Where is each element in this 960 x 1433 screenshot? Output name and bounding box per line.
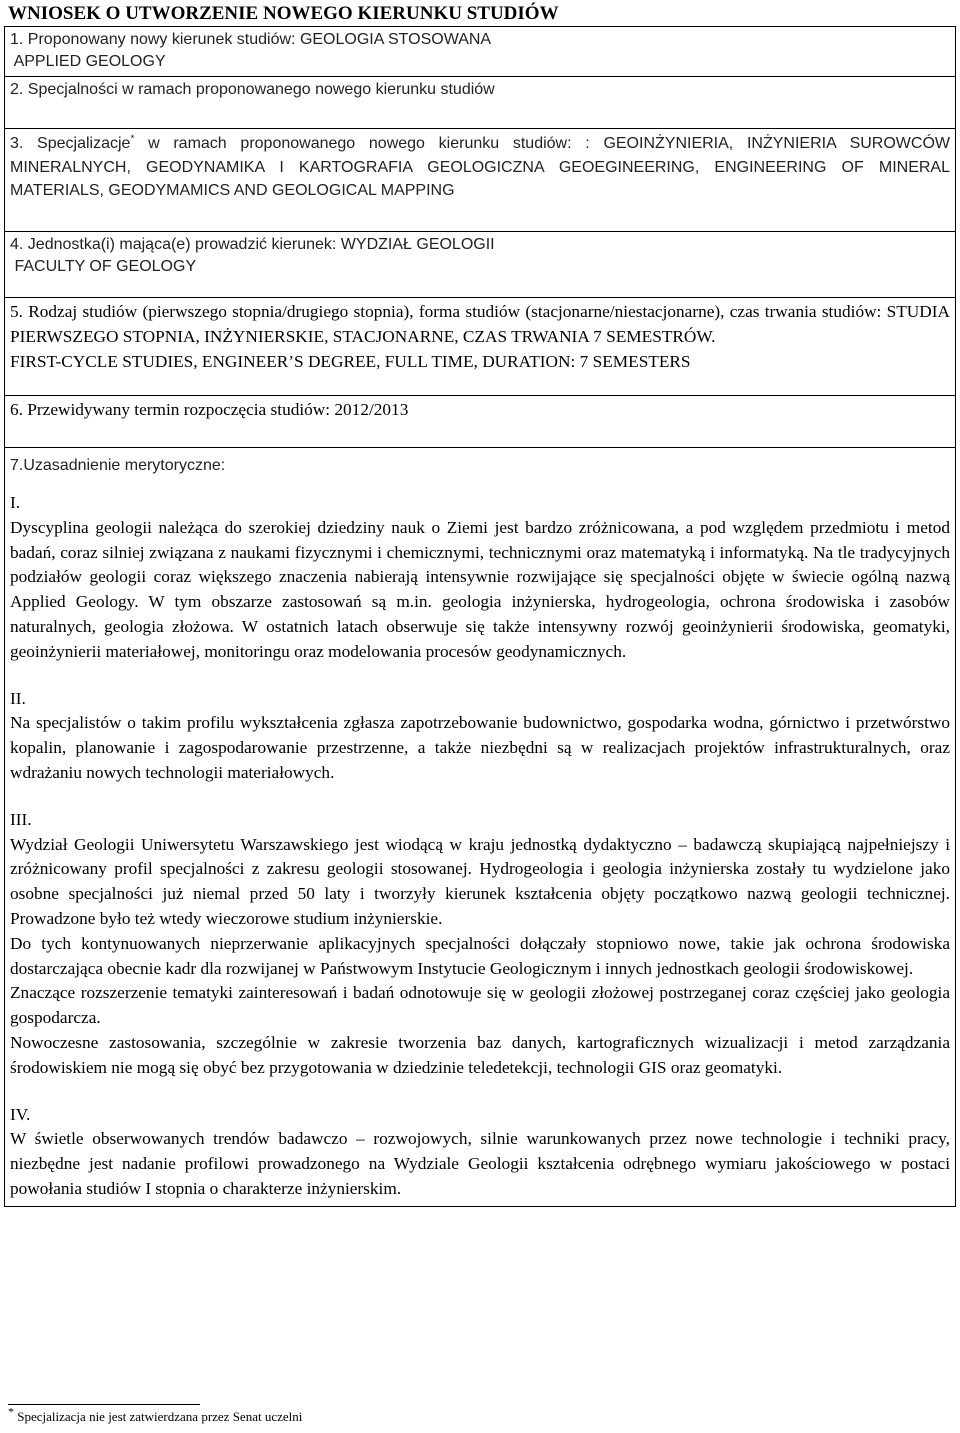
item-5-text: 5. Rodzaj studiów (pierwszego stopnia/drugiego stopnia), forma studiów (stacjonarne/niestacjonarne), czas trwania studiów: STUDIA PIERWSZEGO STOPNIA, INŻYNIERSKIE, STACJONARNE, CZAS TRWANIA 7 SEMESTRÓW. <box>10 302 950 346</box>
page-title: WNIOSEK O UTWORZENIE NOWEGO KIERUNKU STUDIÓW <box>8 3 559 24</box>
item-6-start-date <box>5 396 955 448</box>
application-form-table <box>4 26 956 1207</box>
item-3-body: w ramach proponowanego nowego kierunku studiów: : GEOINŻYNIERIA, INŻYNIERIA SUROWCÓW MINERALNYCH, GEODYNAMIKA I KARTOGRAFIA GEOLOGICZNA GEOEGINEERING, ENGINEERING OF MINERAL MATERIALS, GEODYMAMICS AND GEOLOGICAL MAPPING <box>10 135 951 199</box>
justification-section-3 <box>10 808 950 1081</box>
item-3-footnote-mark: * <box>130 133 135 145</box>
section-numeral: I. <box>10 493 21 512</box>
item-3-specialisations <box>5 129 955 232</box>
item-1-line-en: APPLIED GEOLOGY <box>10 53 166 70</box>
item-2-line: 2. Specjalności w ramach proponowanego nowego kierunku studiów <box>10 81 495 98</box>
item-3-text <box>10 132 950 203</box>
item-7-heading: 7.Uzasadnienie merytoryczne: <box>10 457 226 474</box>
footnote-mark: * <box>8 1404 14 1419</box>
section-numeral: III. <box>10 809 32 829</box>
section-paragraph: Wydział Geologii Uniwersytetu Warszawskiego jest wiodącą w kraju jednostką dydaktyczno – badawczą skupiającą najpełniejszy i zróżnicowany profil specjalności z zakresu geologii stosowanej. Hydrogeologia i geologia inżynierska zostały tu wydzielone jako osobne specjalności już niemal przed 50 laty i tworzyły kierunek kształcenia objęty początkowo nazwą geologii technicznej. Prowadzone było też wtedy wieczorowe studium inżynierskie. <box>10 834 950 928</box>
item-3-prefix: 3. Specjalizacje <box>10 135 131 152</box>
item-1-proposed-programme <box>5 27 955 77</box>
footnote-divider <box>8 1404 200 1405</box>
section-paragraph: Znaczące rozszerzenie tematyki zainteresowań i badań odnotowuje się w geologii złożowej postrzeganej coraz częściej jako geologia gospodarcza. <box>10 983 950 1028</box>
footnote-text: Specjalizacja nie jest zatwierdzana przez Senat uczelni <box>14 1409 303 1424</box>
justification-section-4 <box>10 1103 950 1202</box>
item-4-line-pl: 4. Jednostka(i) mająca(e) prowadzić kierunek: WYDZIAŁ GEOLOGII <box>10 236 495 253</box>
section-paragraph: Nowoczesne zastosowania, szczególnie w zakresie tworzenia baz danych, kartograficznych wizualizacji i metod zarządzania środowiskiem nie mogą się obyć bez przygotowania w dziedzinie teledetekcji, technologii GIS oraz geomatyki. <box>10 1032 950 1077</box>
section-paragraph: Do tych kontynuowanych nieprzerwanie aplikacyjnych specjalności dołączały stopniowo nowe, takie jak ochrona środowiska dostarczająca obecnie kadr dla rozwijanej w Państwowym Instytucie Geologicznym i innych jednostkach geologii środowiskowej. <box>10 933 950 978</box>
section-paragraph: W świetle obserwowanych trendów badawczo – rozwojowych, silnie warunkowanych przez nowe technologie i techniki pracy, niezbędne jest nadanie profilowi prowadzonego na Wydziale Geologii kształcenia odrębnego wymiaru jakościowego w postaci powołania studiów I stopnia o charakterze inżynierskim. <box>10 1129 950 1198</box>
item-5-english: FIRST-CYCLE STUDIES, ENGINEER’S DEGREE, FULL TIME, DURATION: 7 SEMESTERS <box>10 351 691 371</box>
item-5-study-type <box>5 298 955 396</box>
item-1-line-pl: 1. Proponowany nowy kierunek studiów: GEOLOGIA STOSOWANA <box>10 31 492 48</box>
section-numeral: IV. <box>10 1104 31 1124</box>
item-4-line-en: FACULTY OF GEOLOGY <box>10 258 197 275</box>
justification-section-1 <box>10 491 950 665</box>
footnote <box>8 1404 303 1427</box>
item-2-specialities <box>5 77 955 129</box>
section-paragraph: Dyscyplina geologii należąca do szerokiej dziedziny nauk o Ziemi jest bardzo zróżnicowana, a pod względem przedmiotu i metod badań, coraz silniej związana z naukami fizycznymi i chemicznymi, technicznymi oraz matematyką i informatyką. Na tle tradycyjnych podziałów geologii coraz większego znaczenia nabierają intensywnie rozwijające się specjalności objęte w świecie ogólną nazwą Applied Geology. W tym obszarze zastosowań są m.in. geologia inżynierska, hydrogeologia, ochrona środowiska i zasobów naturalnych, geologia złożowa. W ostatnich latach obserwuje się także intensywny rozwój geoinżynierii środowiska, geomatyki, geoinżynierii materiałowej, monitoringu oraz modelowania procesów geodynamicznych. <box>10 517 950 661</box>
item-4-unit <box>5 232 955 298</box>
section-numeral: II. <box>10 688 26 708</box>
section-paragraph: Na specjalistów o takim profilu wykształcenia zgłasza zapotrzebowanie budownictwo, gospodarka wodna, górnictwo i przetwórstwo kopalin, planowanie i zagospodarowanie przestrzenne, a także niezbędni są w realizacjach projektów infrastrukturalnych, oraz wdrażaniu nowych technologii materiałowych. <box>10 713 950 782</box>
justification-section-2 <box>10 687 950 786</box>
item-7-justification <box>5 448 955 1206</box>
item-6-line: 6. Przewidywany termin rozpoczęcia studiów: 2012/2013 <box>10 400 409 419</box>
